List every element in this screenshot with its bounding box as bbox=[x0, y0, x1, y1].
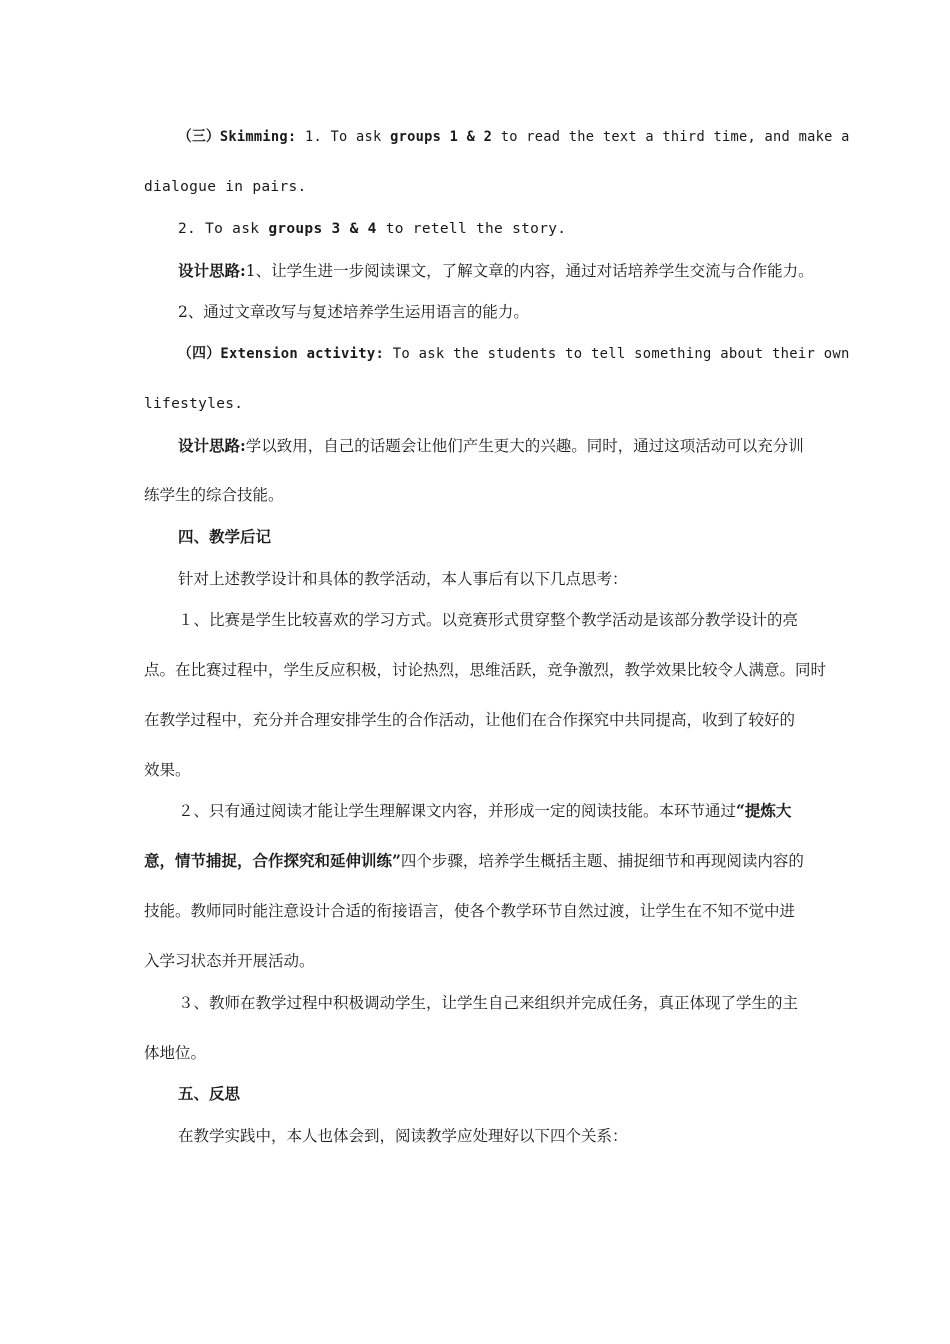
paragraph-line: 点。在比赛过程中，学生反应积极，讨论热烈，思维活跃，竞争激烈，教学效果比较令人满意。同时 bbox=[144, 661, 827, 679]
text-run: 2. To ask bbox=[178, 221, 269, 237]
paragraph-line: 入学习状态并开展活动。 bbox=[144, 952, 315, 970]
groups-3-4: groups 3 & 4 bbox=[268, 221, 377, 237]
paragraph-line bbox=[144, 851, 804, 871]
paragraph-line: dialogue in pairs. bbox=[144, 179, 307, 195]
skimming-line bbox=[178, 127, 850, 147]
paragraph-line: lifestyles. bbox=[144, 396, 244, 412]
paragraph-line: 在教学过程中，充分并合理安排学生的合作活动，让他们在合作探究中共同提高，收到了较好的 bbox=[144, 711, 796, 729]
paragraph-line: 练学生的综合技能。 bbox=[144, 486, 284, 504]
text-run: to retell the story. bbox=[376, 221, 567, 237]
paragraph-line: 在教学实践中，本人也体会到，阅读教学应处理好以下四个关系： bbox=[178, 1127, 628, 1145]
design-idea-label: 设计思路: bbox=[178, 436, 246, 455]
paragraph-line: 2、通过文章改写与复述培养学生运用语言的能力。 bbox=[178, 303, 529, 321]
text-run: 四个步骤，培养学生概括主题、捕捉细节和再现阅读内容的 bbox=[400, 852, 804, 870]
text-run: ２、只有通过阅读才能让学生理解课文内容，并形成一定的阅读技能。本环节通过 bbox=[178, 802, 737, 820]
skimming-heading: （三）Skimming: bbox=[178, 129, 297, 145]
design-idea-label: 设计思路: bbox=[178, 261, 246, 280]
paragraph-line bbox=[178, 801, 791, 821]
paragraph-line: 体地位。 bbox=[144, 1044, 207, 1062]
text-run: 1、让学生进一步阅读课文，了解文章的内容，通过对话培养学生交流与合作能力。 bbox=[245, 262, 814, 280]
section-heading-4: 四、教学后记 bbox=[178, 527, 272, 546]
text-run: 1. To ask bbox=[296, 129, 391, 145]
paragraph-line: ３、教师在教学过程中积极调动学生，让学生自己来组织并完成任务，真正体现了学生的主 bbox=[178, 994, 799, 1012]
section-heading-5: 五、反思 bbox=[178, 1084, 241, 1103]
text-run: To ask the students to tell something about their own bbox=[384, 346, 850, 362]
groups-1-2: groups 1 & 2 bbox=[390, 129, 493, 145]
extension-heading: （四）Extension activity: bbox=[178, 346, 385, 362]
skimming-step-2 bbox=[178, 219, 566, 239]
paragraph-line: １、比赛是学生比较喜欢的学习方式。以竞赛形式贯穿整个教学活动是该部分教学设计的亮 bbox=[178, 611, 799, 629]
paragraph-line: 针对上述教学设计和具体的教学活动，本人事后有以下几点思考： bbox=[178, 570, 628, 588]
paragraph-line: 技能。教师同时能注意设计合适的衔接语言，使各个教学环节自然过渡，让学生在不知不觉中进 bbox=[144, 902, 796, 920]
text-run: to read the text a third time, and make a bbox=[492, 129, 850, 145]
bold-phrase: 意，情节捕捉，合作探究和延伸训练” bbox=[144, 851, 401, 870]
design-idea-line bbox=[178, 436, 804, 456]
design-idea-line bbox=[178, 261, 814, 281]
bold-phrase: “提炼大 bbox=[736, 801, 792, 820]
paragraph-line: 效果。 bbox=[144, 761, 191, 779]
text-run: 学以致用，自己的话题会让他们产生更大的兴趣。同时，通过这项活动可以充分训 bbox=[245, 437, 804, 455]
extension-line bbox=[178, 344, 850, 364]
